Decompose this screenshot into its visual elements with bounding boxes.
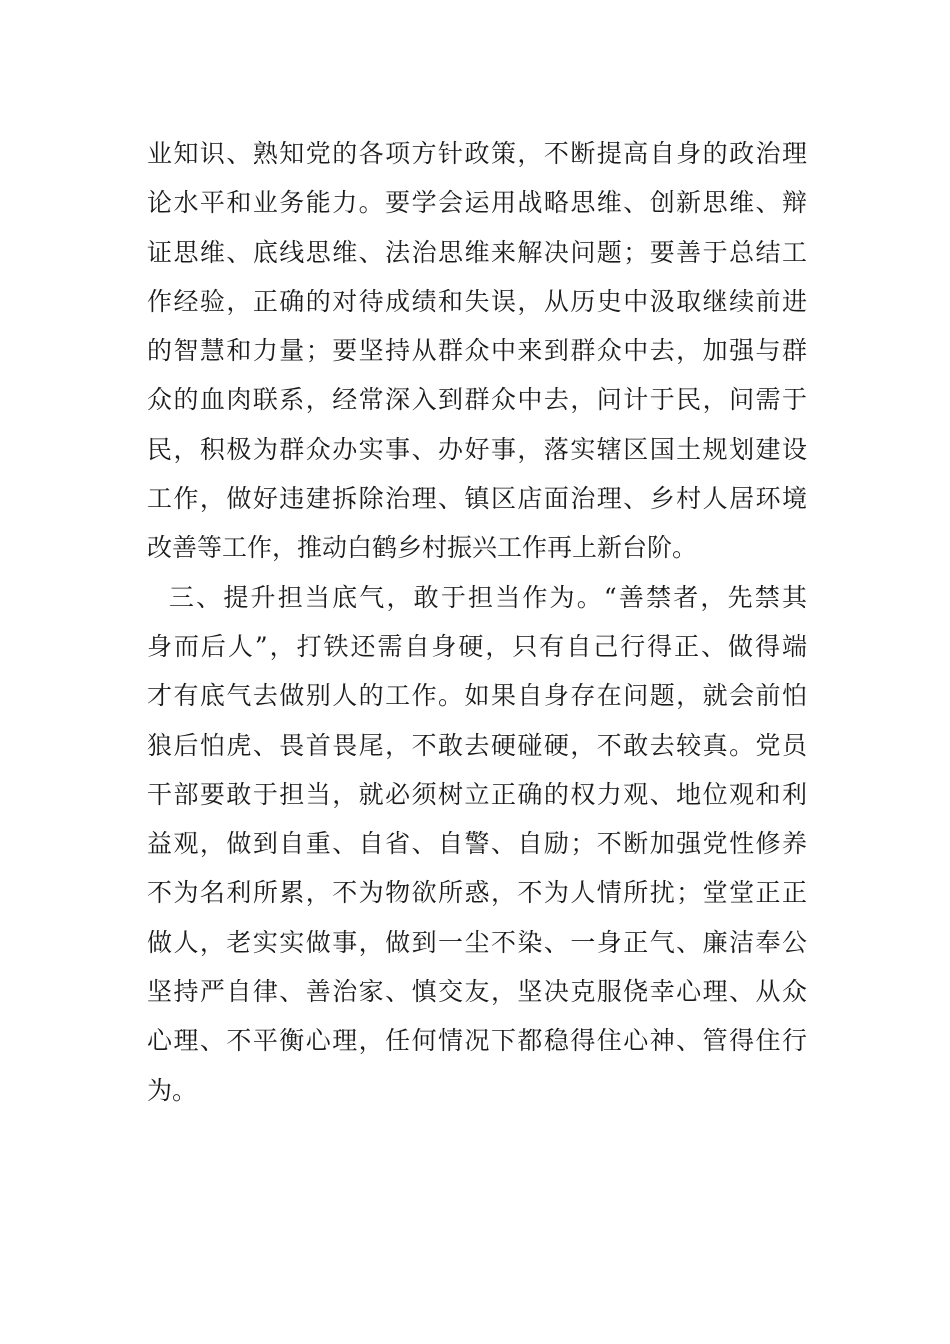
text-line: 身而后人”，打铁还需自身硬，只有自己行得正、做得端 xyxy=(147,631,807,661)
text-line: 作经验，正确的对待成绩和失误，从历史中汲取继续前进 xyxy=(147,286,807,316)
body-text xyxy=(147,129,807,1115)
text-line: 改善等工作，推动白鹤乡村振兴工作再上新台阶。 xyxy=(147,533,698,563)
text-line: 心理、不平衡心理，任何情况下都稳得住心神、管得住行 xyxy=(147,1026,807,1056)
text-line: 干部要敢于担当，就必须树立正确的权力观、地位观和利 xyxy=(147,779,807,809)
text-line: 论水平和业务能力。要学会运用战略思维、创新思维、辩 xyxy=(147,188,807,218)
text-line: 业知识、熟知党的各项方针政策，不断提高自身的政治理 xyxy=(147,139,807,168)
text-line: 做人，老实实做事，做到一尘不染、一身正气、廉洁奉公 xyxy=(147,927,807,957)
text-line: 狼后怕虎、畏首畏尾，不敢去硬碰硬，不敢去较真。党员 xyxy=(147,730,807,760)
text-line: 为。 xyxy=(147,1075,198,1105)
text-line: 民，积极为群众办实事、办好事，落实辖区国土规划建设 xyxy=(147,434,807,464)
text-line: 才有底气去做别人的工作。如果自身存在问题，就会前怕 xyxy=(147,681,807,711)
text-line: 证思维、底线思维、法治思维来解决问题；要善于总结工 xyxy=(147,237,807,267)
text-line: 工作，做好违建拆除治理、镇区店面治理、乡村人居环境 xyxy=(147,484,807,514)
text-line: 不为名利所累，不为物欲所惑，不为人情所扰；堂堂正正 xyxy=(147,878,807,908)
text-line: 益观，做到自重、自省、自警、自励；不断加强党性修养 xyxy=(147,829,807,859)
text-line: 众的血肉联系，经常深入到群众中去，问计于民，问需于 xyxy=(147,385,807,415)
text-line: 的智慧和力量；要坚持从群众中来到群众中去，加强与群 xyxy=(147,336,807,366)
text-line: 坚持严自律、善治家、慎交友，坚决克服侥幸心理、从众 xyxy=(147,977,807,1007)
section-heading-line: 三、提升担当底气，敢于担当作为。“善禁者，先禁其 xyxy=(169,582,807,612)
